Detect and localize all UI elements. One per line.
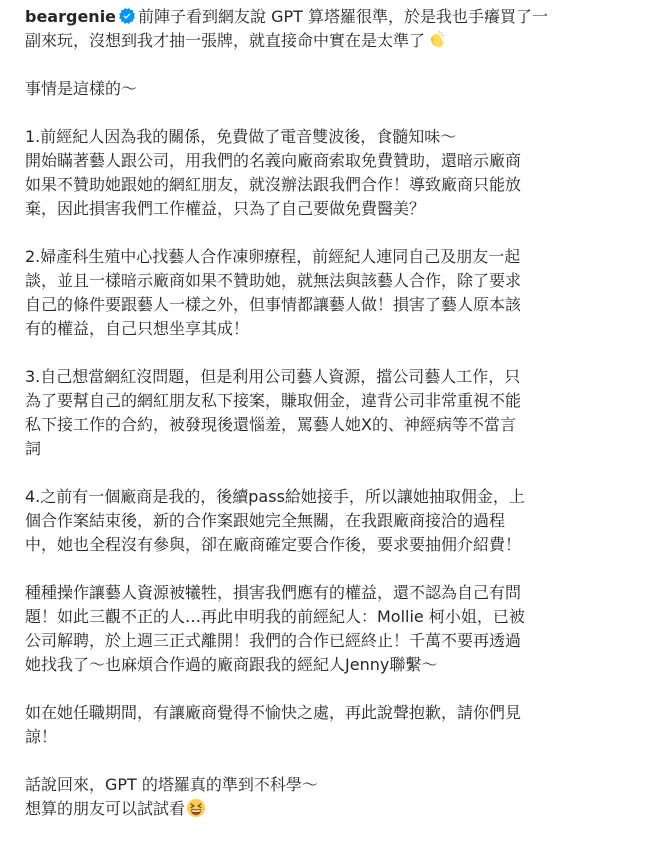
paragraph-summary [25,581,625,677]
paragraph-line: 詞 [25,439,42,458]
paragraph-line: 為了要幫自己的網紅朋友私下接案，賺取佣金，違背公司非常重視不能 [25,391,522,410]
paragraph-line: 如在她任職期間，有讓廠商覺得不愉快之處，再此說聲抱歉，請你們見 [25,703,522,722]
paragraph-apology [25,701,625,749]
paragraph-line: 私下接工作的合約，被發現後還惱羞，罵藝人她X的、神經病等不當言 [25,415,516,434]
paragraph-line: 有的權益，自己只想坐享其成！ [25,319,250,338]
paragraph-line: 開始瞞著藝人跟公司，用我們的名義向廠商索取免費贊助，還暗示廠商 [25,151,522,170]
paragraph-line: 2.婦產科生殖中心找藝人合作凍卵療程，前經紀人連同自己及朋友一起 [25,247,521,266]
paragraph-line: 自己的條件要跟藝人一樣之外，但事情都讓藝人做！損害了藝人原本該 [25,295,522,314]
username-link[interactable]: beargenie [25,7,117,26]
paragraph-intro-heading [25,77,625,101]
intro-paragraph [25,5,625,53]
paragraph-line: 3.自己想當網紅沒問題，但是利用公司藝人資源，擋公司藝人工作，只 [25,367,521,386]
intro-line-2 [25,29,625,53]
paragraph-line: 事情是這樣的～ [25,79,138,98]
paragraph-line: 諒！ [25,727,58,746]
paragraph-line: 中，她也全程沒有參與，卻在廠商確定要合作後，要求要抽佣介紹費！ [25,535,522,554]
post-caption [25,5,625,845]
paragraph-closing [25,773,625,821]
closing-text-2: 想算的朋友可以試試看 [25,799,186,818]
paragraph-line: 4.之前有一個廠商是我的，後續pass給她接手，所以讓她抽取佣金，上 [25,487,525,506]
paragraph-point-2 [25,245,625,341]
paragraph-line: 公司解聘，於上週三正式離開！我們的合作已經終止！千萬不要再透過 [25,631,522,650]
paragraph-line: 種種操作讓藝人資源被犧牲，損害我們應有的權益，還不認為自己有問 [25,583,522,602]
intro-text-1: 前陣子看到網友說 GPT 算塔羅很準，於是我也手癢買了一 [138,7,549,26]
paragraph-line: 她找我了～也麻煩合作過的廠商跟我的經紀人Jenny聯繫～ [25,655,438,674]
closing-line-2 [25,797,625,821]
paragraph-line: 如果不贊助她跟她的網紅朋友，就沒辦法跟我們合作！導致廠商只能放 [25,175,522,194]
closing-line-1: 話說回來，GPT 的塔羅真的準到不科學～ [25,775,318,794]
paragraph-point-4 [25,485,625,557]
verified-badge-icon [119,8,135,24]
paragraph-line: 談，並且一樣暗示廠商如果不贊助她，就無法與該藝人合作，除了要求 [25,271,522,290]
grinning-squinting-face-icon [187,799,205,817]
intro-text-2: 副來玩，沒想到我才抽一張牌，就直接命中實在是太準了 [25,31,426,50]
intro-line-1 [25,5,625,29]
paragraph-line: 題！如此三觀不正的人…再此申明我的前經紀人：Mollie 柯小姐，已被 [25,607,525,626]
paragraph-line: 1.前經紀人因為我的關係，免費做了電音雙波後，食髓知味～ [25,127,457,146]
paragraph-point-1 [25,125,625,221]
paragraph-point-3 [25,365,625,461]
clapping-hands-icon [427,31,445,49]
paragraph-line: 個合作案結束後，新的合作案跟她完全無關，在我跟廠商接洽的過程 [25,511,506,530]
paragraph-line: 棄，因此損害我們工作權益，只為了自己要做免費醫美？ [25,199,426,218]
